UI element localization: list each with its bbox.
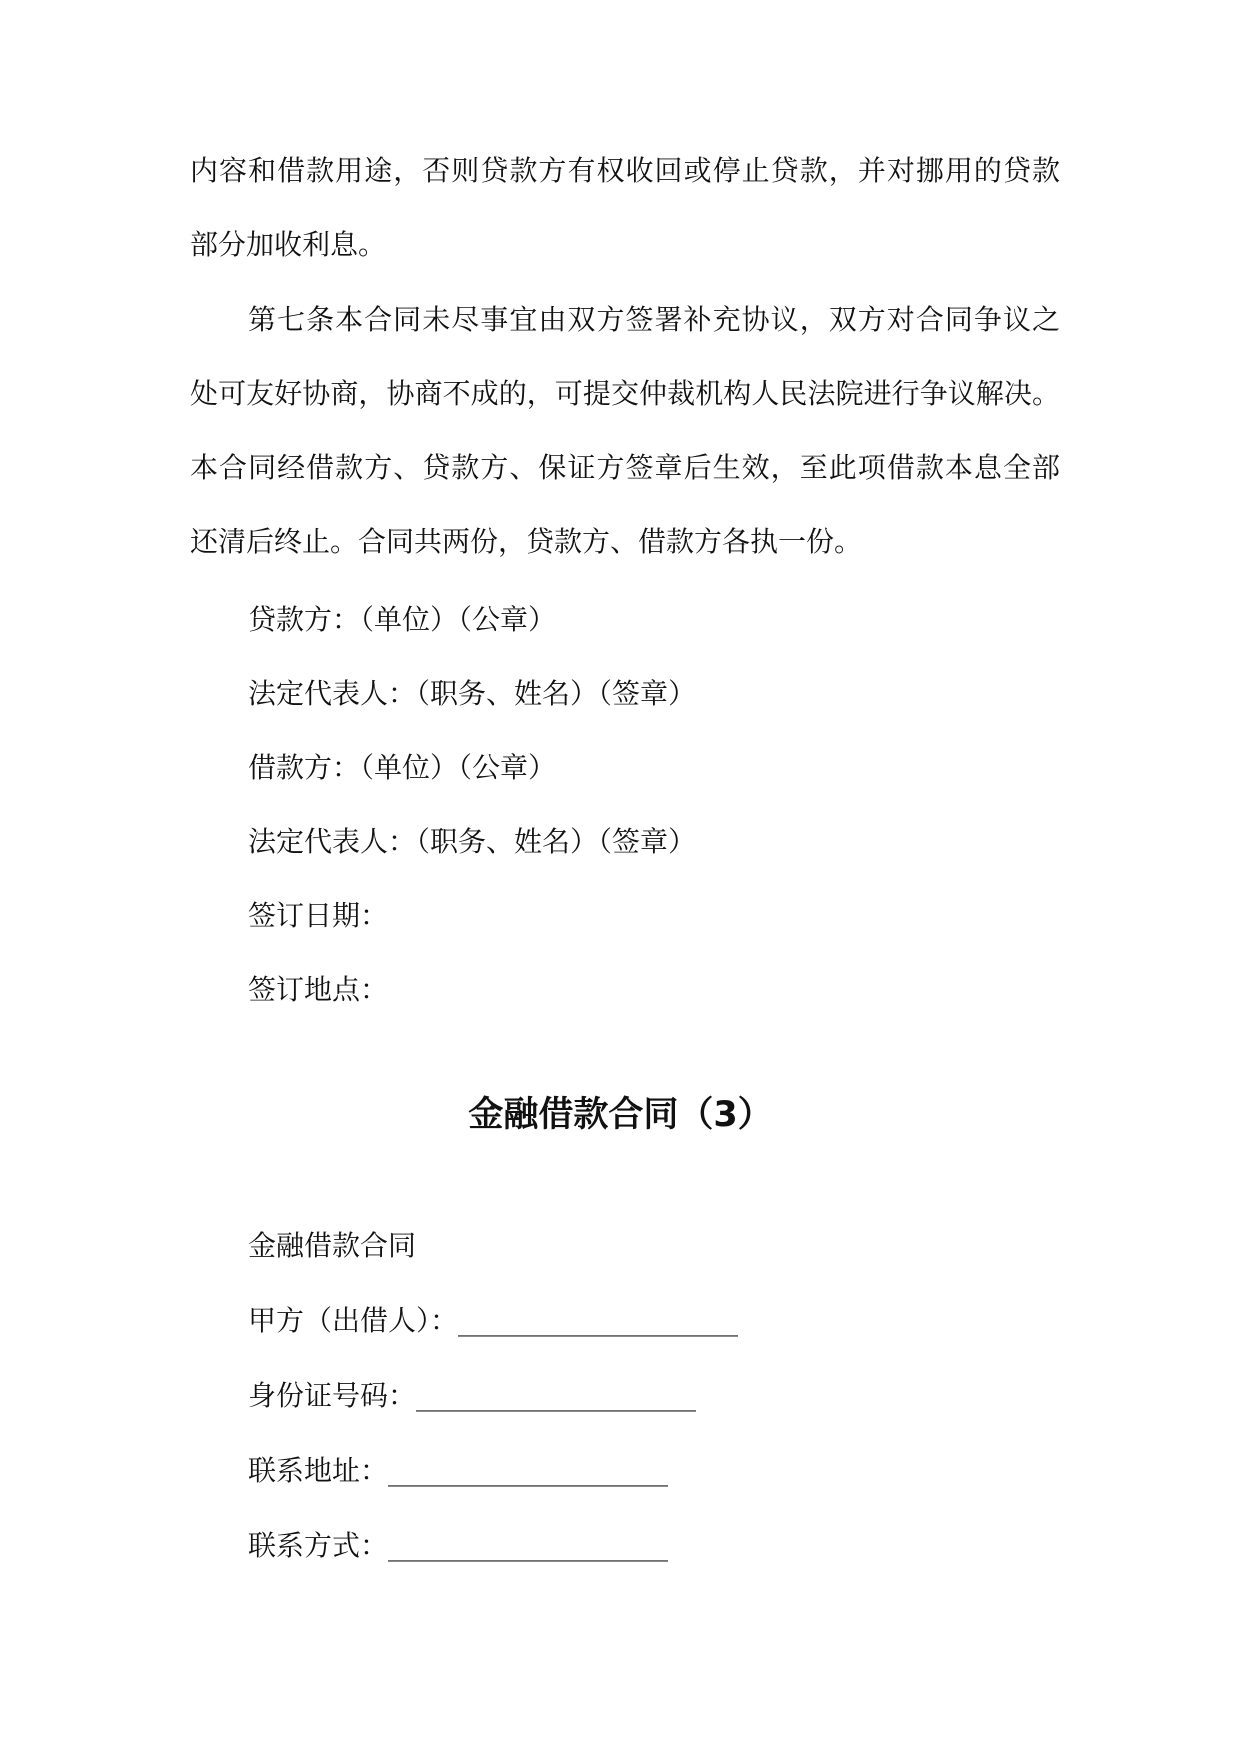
paragraph-article-seven — [190, 283, 1060, 579]
signing-place: 签订地点： — [248, 973, 389, 1006]
id-number-field: 身份证号码：____________________ — [248, 1379, 697, 1412]
paragraph-line — [190, 283, 1060, 357]
borrower-signature: 借款方：（单位）（公章） — [248, 751, 557, 784]
contract-subtitle: 金融借款合同 — [248, 1229, 417, 1262]
text-line: 还清后终止。合同共两份，贷款方、借款方各执一份。 — [190, 525, 863, 558]
contact-field: 联系方式：____________________ — [248, 1529, 669, 1562]
signature-block — [190, 583, 1060, 1027]
paragraph-line — [190, 431, 1060, 505]
lender-signature: 贷款方：（单位）（公章） — [248, 603, 557, 636]
paragraph-line — [190, 134, 1060, 208]
text-line: 第七条本合同未尽事宜由双方签署补充协议，双方对合同争议之 — [248, 303, 1060, 336]
lender-representative: 法定代表人：（职务、姓名）（签章） — [248, 677, 697, 710]
section-title: 金融借款合同（3） — [468, 1095, 773, 1135]
address-field: 联系地址：____________________ — [248, 1454, 669, 1487]
signing-date: 签订日期： — [248, 899, 389, 932]
borrower-representative: 法定代表人：（职务、姓名）（签章） — [248, 825, 697, 858]
paragraph-loan-usage — [190, 134, 1060, 282]
paragraph-line — [190, 505, 1060, 579]
text-line: 部分加收利息。 — [190, 228, 387, 261]
paragraph-line — [190, 357, 1060, 431]
paragraph-line — [190, 208, 1060, 282]
text-line: 本合同经借款方、贷款方、保证方签章后生效，至此项借款本息全部 — [190, 451, 1060, 484]
text-line: 内容和借款用途，否则贷款方有权收回或停止贷款，并对挪用的贷款 — [190, 154, 1060, 187]
text-line: 处可友好协商，协商不成的，可提交仲裁机构人民法院进行争议解决。 — [190, 377, 1060, 410]
party-a-field: 甲方（出借人）：____________________ — [248, 1304, 739, 1337]
